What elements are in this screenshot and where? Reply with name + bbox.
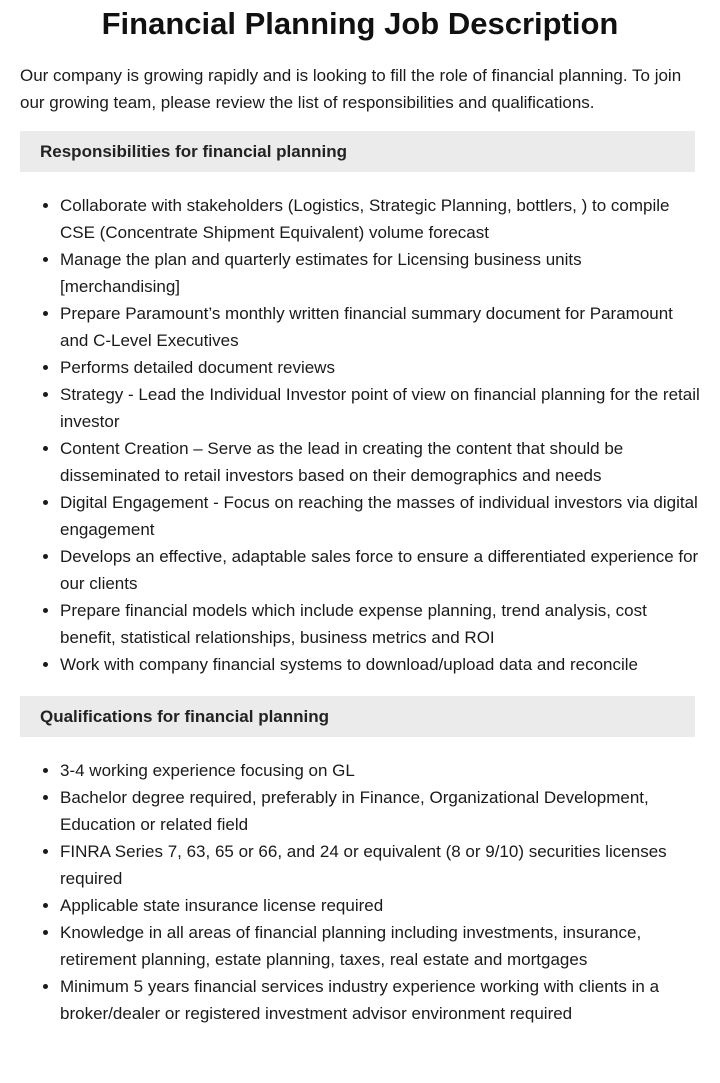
list-item: • Work with company financial systems to download/upload data and reconcile: [60, 651, 700, 678]
list-item: • Prepare Paramount’s monthly written financial summary document for Paramount and C-Level Executives: [60, 300, 700, 354]
qualifications-heading: Qualifications for financial planning: [20, 696, 695, 737]
list-item: • Develops an effective, adaptable sales force to ensure a differentiated experience for our clients: [60, 543, 700, 597]
page-title: Financial Planning Job Description: [101, 6, 619, 41]
list-item: • Content Creation – Serve as the lead in creating the content that should be disseminated to retail investors based on their demographics and needs: [60, 435, 700, 489]
list-item: • Knowledge in all areas of financial planning including investments, insurance, retirement planning, estate planning, taxes, real estate and mortgages: [60, 919, 700, 973]
responsibilities-heading: Responsibilities for financial planning: [20, 131, 695, 172]
list-item: • Bachelor degree required, preferably in Finance, Organizational Development, Education or related field: [60, 784, 700, 838]
list-item: • Collaborate with stakeholders (Logistics, Strategic Planning, bottlers, ) to compile CSE (Concentrate Shipment Equivalent) volume forecast: [60, 192, 700, 246]
qualifications-list: [20, 757, 700, 1027]
list-item: • 3-4 working experience focusing on GL: [60, 757, 700, 784]
list-item: • Minimum 5 years financial services industry experience working with clients in a broker/dealer or registered investment advisor environment required: [60, 973, 700, 1027]
list-item: • Performs detailed document reviews: [60, 354, 700, 381]
list-item: • Prepare financial models which include expense planning, trend analysis, cost benefit, statistical relationships, business metrics and ROI: [60, 597, 700, 651]
responsibilities-list: [20, 192, 700, 678]
list-item: • FINRA Series 7, 63, 65 or 66, and 24 or equivalent (8 or 9/10) securities licenses required: [60, 838, 700, 892]
list-item: • Manage the plan and quarterly estimates for Licensing business units [merchandising]: [60, 246, 700, 300]
list-item: • Applicable state insurance license required: [60, 892, 700, 919]
intro-paragraph: Our company is growing rapidly and is looking to fill the role of financial planning. To join our growing team, please review the list of responsibilities and qualifications.: [20, 66, 682, 112]
list-item: • Digital Engagement - Focus on reaching the masses of individual investors via digital engagement: [60, 489, 700, 543]
list-item: • Strategy - Lead the Individual Investor point of view on financial planning for the retail investor: [60, 381, 700, 435]
